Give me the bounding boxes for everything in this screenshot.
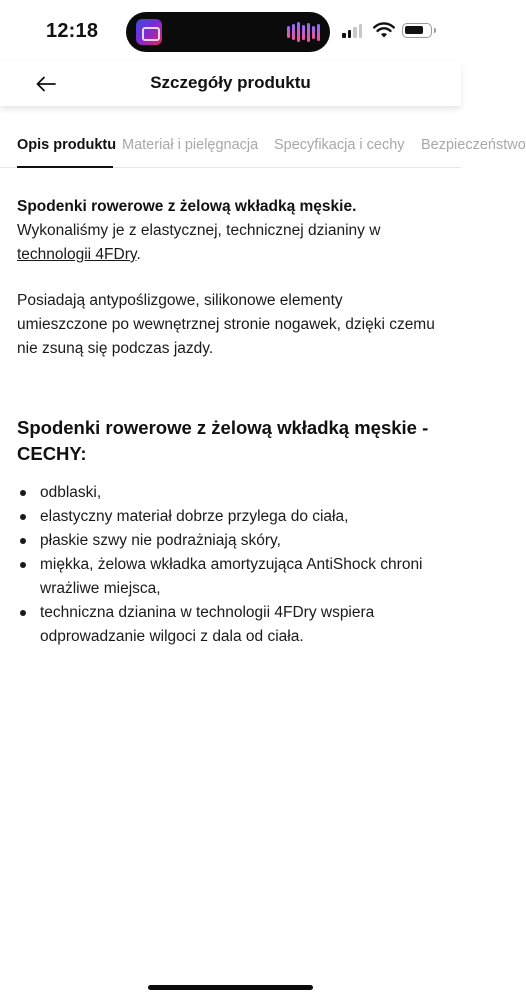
list-item: płaskie szwy nie podrażniają skóry,	[17, 529, 437, 553]
page-title: Szczegóły produktu	[150, 73, 311, 92]
list-item: elastyczny materiał dobrze przylega do ciała,	[17, 505, 437, 529]
cellular-signal-icon	[342, 24, 362, 38]
tab-opis-produktu[interactable]: Opis produktu	[17, 137, 117, 153]
description-intro-end: .	[136, 246, 141, 263]
status-time: 12:18	[46, 20, 99, 42]
audio-wave-icon	[287, 22, 320, 42]
active-tab-indicator	[17, 166, 113, 168]
status-bar	[0, 0, 461, 62]
features-list	[17, 481, 437, 649]
wifi-icon	[373, 22, 395, 39]
battery-icon	[402, 23, 432, 38]
description-paragraph-2: Posiadają antypoślizgowe, silikonowe elementy umieszczone po wewnętrznej stronie nogawek, dzięki czemu nie zsuną się podczas jazdy.	[17, 292, 435, 357]
features-heading: Spodenki rowerowe z żelową wkładką męskie - CECHY:	[17, 417, 429, 464]
product-details-tabs	[0, 128, 526, 168]
description-intro	[17, 195, 437, 267]
description-intro-text: Wykonaliśmy je z elastycznej, technicznej dzianiny w	[17, 222, 381, 239]
navigation-bar	[0, 62, 461, 106]
list-item: techniczna dzianina w technologii 4FDry wspiera odprowadzanie wilgoci z dala od ciała.	[17, 601, 437, 649]
product-description	[17, 195, 437, 649]
description-intro-bold: Spodenki rowerowe z żelową wkładką męskie.	[17, 198, 357, 215]
tab-material-i-pielegnacja[interactable]: Materiał i pielęgnacja	[122, 137, 259, 153]
home-indicator[interactable]	[148, 985, 313, 990]
list-item: odblaski,	[17, 481, 437, 505]
tab-bezpieczenstwo[interactable]: Bezpieczeństwo	[421, 137, 526, 153]
music-artwork-icon	[136, 19, 162, 45]
tab-specyfikacja-i-cechy[interactable]: Specyfikacja i cechy	[274, 137, 405, 153]
dynamic-island[interactable]	[126, 12, 330, 52]
technology-4fdry-link[interactable]: technologii 4FDry	[17, 246, 137, 263]
list-item: miękka, żelowa wkładka amortyzująca AntiShock chroni wrażliwe miejsca,	[17, 553, 437, 601]
